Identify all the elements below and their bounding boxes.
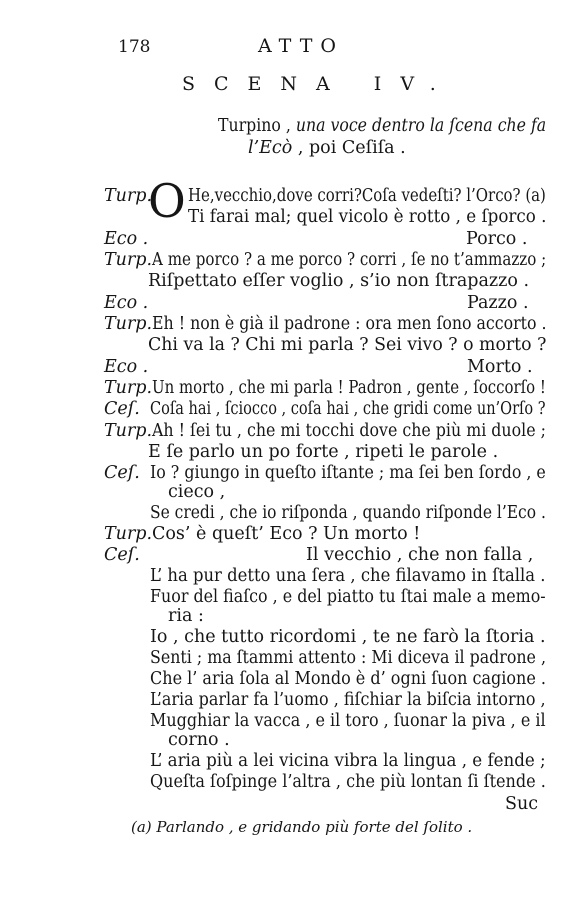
verse-line: Queſta ſoſpinge l’altra , che più lontan ſi ſtende . (150, 772, 546, 792)
verse-line: Cos’ è queſt’ Eco ? Un morto ! (152, 524, 421, 544)
verse-line: Ti farai mal; quel vicolo è rotto , e ſporco . (188, 207, 547, 227)
speaker-label: Turp. (104, 421, 153, 441)
verse-line: Senti ; ma ſtammi attento : Mi diceva il padrone , (150, 648, 546, 668)
verse-line: Che l’ aria ſola al Mondo è d’ ogni ſuon cagione . (150, 669, 546, 689)
verse-line: ria : (168, 606, 204, 626)
speaker-label: Ceſ. (104, 545, 140, 565)
speaker-label: Turp. (104, 524, 153, 544)
verse-line: Il vecchio , che non falla , (306, 545, 534, 565)
page-number: 178 (118, 37, 151, 57)
verse-line: Pazzo . (467, 293, 529, 313)
verse-line: Coſa hai , ſciocco , coſa hai , che gridi come un’Orſo ? (150, 399, 546, 419)
verse-line: Se credi , che io riſponda , quando riſponde l’Eco . (150, 503, 546, 523)
speaker-label: Turp. (104, 314, 153, 334)
drop-cap: O (148, 174, 186, 228)
running-title: ATTO (258, 35, 344, 57)
scene-subtitle-line2 (248, 138, 406, 158)
subtitle-character: Turpino , (218, 116, 296, 136)
verse-line: Riſpettato eſſer voglio , s’io non ſtrapazzo . (148, 271, 530, 291)
verse-line: corno . (168, 730, 230, 750)
verse-line: Morto . (467, 357, 533, 377)
verse-line: L’ ha pur detto una ſera , che filavamo in ſtalla . (150, 566, 546, 586)
catchword: Suc (505, 794, 539, 814)
speaker-label: Turp. (104, 186, 153, 206)
speaker-label: Eco . (104, 229, 149, 249)
speaker-label: Eco . (104, 357, 149, 377)
scene-subtitle-line1 (218, 116, 546, 136)
verse-line: Mugghiar la vacca , e il toro , ſuonar la piva , e il (150, 711, 546, 731)
verse-line: E ſe parlo un po forte , ripeti le parole . (148, 442, 499, 462)
verse-line: Un morto , che mi parla ! Padron , gente , ſoccorſo ! (152, 378, 546, 398)
verse-line: Eh ! non è già il padrone : ora men ſono accorto . (152, 314, 547, 334)
speaker-label: Ceſ. (104, 463, 140, 483)
speaker-label: Ceſ. (104, 399, 140, 419)
verse-line: Porco . (466, 229, 528, 249)
footnote: (a) Parlando , e gridando più forte del ſolito . (131, 818, 473, 836)
verse-line: L’ aria più a lei vicina vibra la lingua , e fende ; (150, 751, 546, 771)
verse-line: Chi va la ? Chi mi parla ? Sei vivo ? o morto ? (148, 335, 547, 355)
verse-line: He,vecchio,dove corri?Coſa vedeſti? l’Orco? (a) (188, 186, 546, 206)
verse-line: cieco , (168, 482, 226, 502)
speaker-label: Turp. (104, 378, 153, 398)
subtitle-cesisa: , poi Ceſiſa . (292, 138, 406, 158)
scene-title: SCENA IV. (182, 73, 455, 95)
subtitle-stage-direction: una voce dentro la ſcena che fa (295, 116, 547, 136)
subtitle-eco: l’Ecò (248, 138, 293, 158)
verse-line: L’aria parlar fa l’uomo , fiſchiar la biſcia intorno , (150, 690, 546, 710)
verse-line: A me porco ? a me porco ? corri , ſe no t’ammazzo ; (152, 250, 547, 270)
verse-line: Io , che tutto ricordomi , te ne farò la ſtoria . (150, 627, 546, 647)
verse-line: Io ? giungo in queſto iſtante ; ma ſei ben ſordo , e (150, 463, 546, 483)
verse-line: Ah ! ſei tu , che mi tocchi dove che più mi duole ; (152, 421, 546, 441)
speaker-label: Eco . (104, 293, 149, 313)
speaker-label: Turp. (104, 250, 153, 270)
verse-line: Fuor del fiaſco , e del piatto tu ſtai male a memo- (150, 587, 546, 607)
